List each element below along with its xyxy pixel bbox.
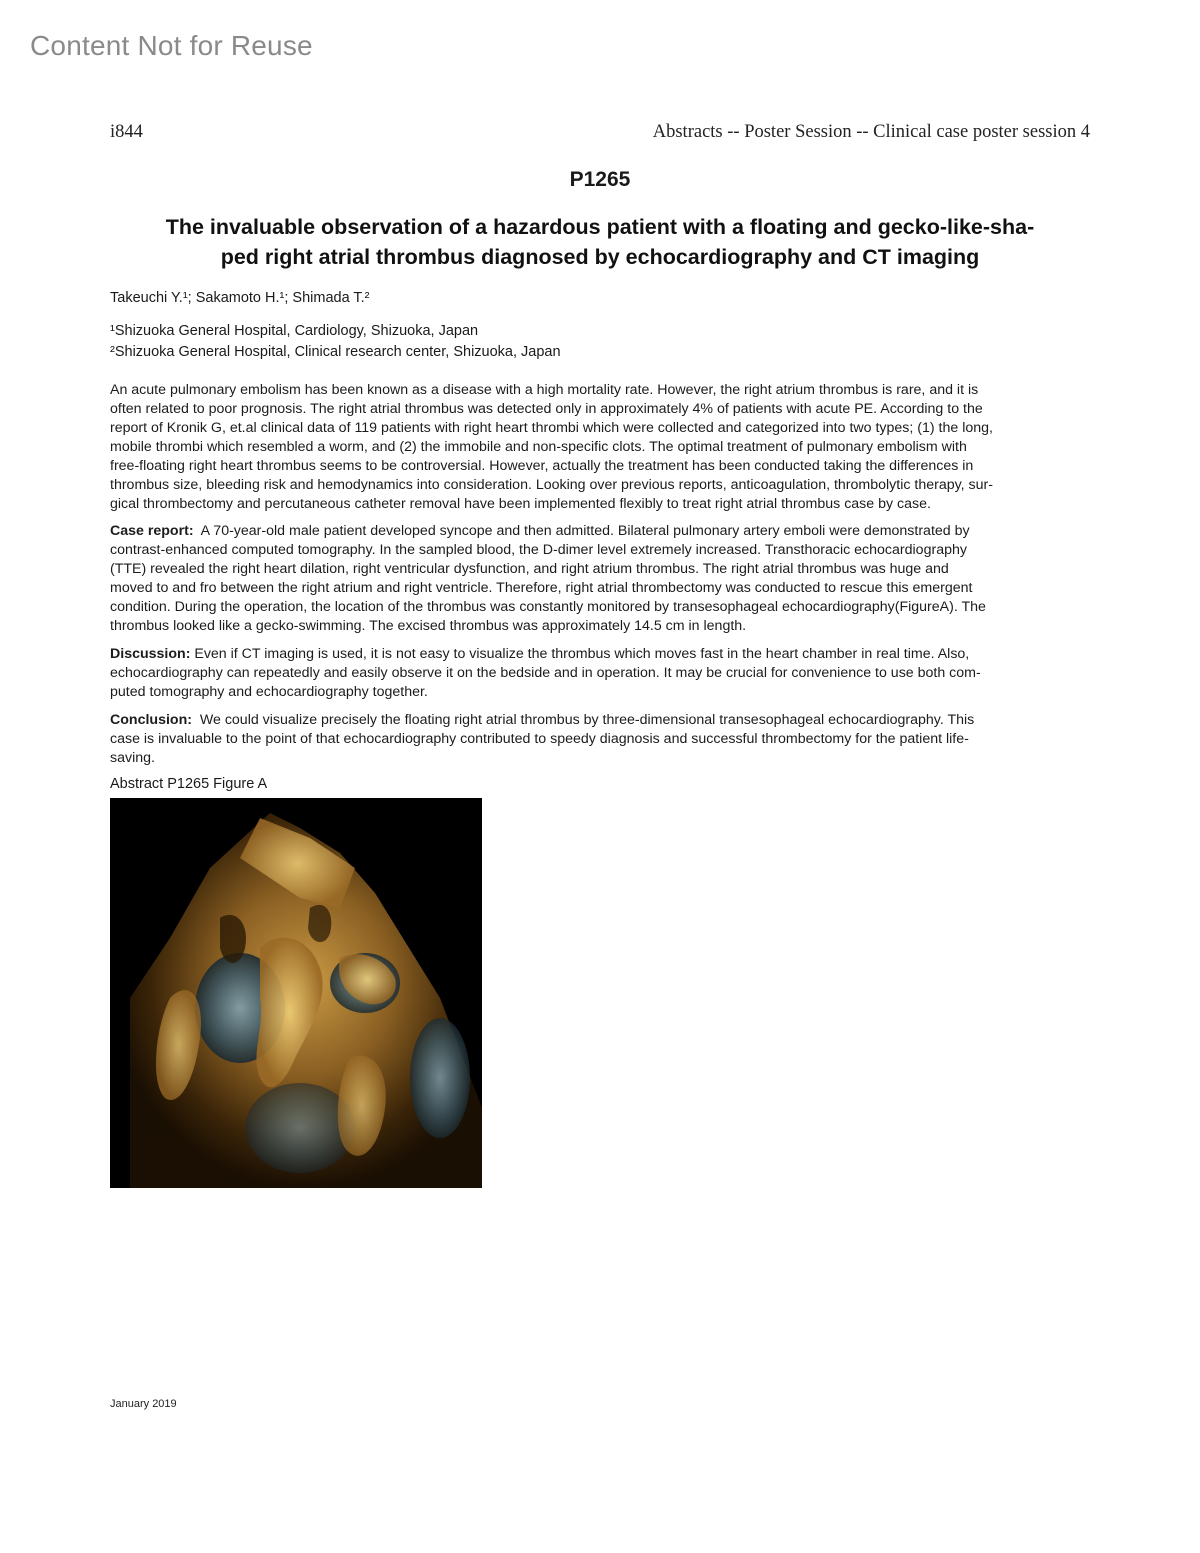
text-line: report of Kronik G, et.al clinical data of 119 patients with right heart thrombi which were collected and categorized into two types; (1) the long, [110, 420, 993, 436]
echocardiography-image [110, 798, 482, 1188]
text-line: An acute pulmonary embolism has been known as a disease with a high mortality rate. However, the right atrium thrombus is rare, and it is [110, 382, 979, 398]
section-label: Discussion: [110, 646, 191, 662]
text-span: We could visualize precisely the floating right atrial thrombus by three-dimensional transesophageal echocardiography. This [191, 712, 975, 728]
text-line [110, 645, 1095, 664]
footer-date: January 2019 [110, 1398, 177, 1410]
text-line: case is invaluable to the point of that echocardiography contributed to speedy diagnosis and successful thrombectomy for the patient life- [110, 731, 969, 747]
text-line: thrombus looked like a gecko-swimming. The excised thrombus was approximately 14.5 cm in length. [110, 618, 747, 634]
text-line: often related to poor prognosis. The right atrial thrombus was detected only in approximately 4% of patients with acute PE. According to the [110, 401, 983, 417]
case-report-paragraph [110, 522, 1095, 636]
text-line: moved to and fro between the right atrium and right ventricle. Therefore, right atrial thrombectomy was conducted to rescue this emergent [110, 580, 973, 596]
abstract-title [110, 212, 1090, 272]
text-line [110, 711, 1095, 730]
text-line: mobile thrombi which resembled a worm, and (2) the immobile and non-specific clots. The optimal treatment of pulmonary embolism with [110, 439, 967, 455]
section-label: Conclusion: [110, 712, 192, 728]
text-line: echocardiography can repeatedly and easily observe it on the bedside and in operation. It may be crucial for convenience to use both com- [110, 665, 981, 681]
page-number: i844 [110, 122, 143, 142]
author-list: Takeuchi Y.¹; Sakamoto H.¹; Shimada T.² [110, 290, 370, 306]
journal-section: Abstracts -- Poster Session -- Clinical case poster session 4 [652, 122, 1090, 142]
watermark-text: Content Not for Reuse [30, 30, 313, 61]
text-span: A 70-year-old male patient developed syncope and then admitted. Bilateral pulmonary artery emboli were demonstrated by [193, 523, 970, 539]
text-line: contrast-enhanced computed tomography. In the sampled blood, the D-dimer level extremely increased. Transthoracic echocardiography [110, 542, 967, 558]
text-span: Even if CT imaging is used, it is not easy to visualize the thrombus which moves fast in the heart chamber in real time. Also, [190, 646, 970, 662]
intro-paragraph [110, 381, 1095, 514]
text-line: puted tomography and echocardiography together. [110, 684, 428, 700]
discussion-paragraph [110, 645, 1095, 702]
text-line: condition. During the operation, the location of the thrombus was constantly monitored by transesophageal echocardiography(FigureA). The [110, 599, 986, 615]
text-line: saving. [110, 750, 155, 766]
text-line: thrombus size, bleeding risk and hemodynamics into consideration. Looking over previous reports, anticoagulation, thrombolytic therapy, sur- [110, 477, 993, 493]
section-label: Case report: [110, 523, 194, 539]
text-line [110, 522, 1095, 541]
affiliation: ¹Shizuoka General Hospital, Cardiology, Shizuoka, Japan [110, 323, 479, 339]
conclusion-paragraph [110, 711, 1095, 768]
title-line: ped right atrial thrombus diagnosed by echocardiography and CT imaging [220, 245, 980, 269]
title-line: The invaluable observation of a hazardous patient with a floating and gecko-like-sha- [165, 215, 1035, 239]
affiliations [110, 321, 561, 363]
echo-3d-render [110, 798, 482, 1188]
text-line: free-floating right heart thrombus seems to be controversial. However, actually the treatment has been conducted taking the differences in [110, 458, 974, 474]
text-line: (TTE) revealed the right heart dilation, right ventricular dysfunction, and right atrium thrombus. The right atrial thrombus was huge and [110, 561, 949, 577]
abstract-id: P1265 [569, 168, 631, 191]
affiliation: ²Shizuoka General Hospital, Clinical research center, Shizuoka, Japan [110, 344, 561, 360]
text-line: gical thrombectomy and percutaneous catheter removal have been implemented flexibly to treat right atrial thrombus case by case. [110, 496, 931, 512]
figure-caption: Abstract P1265 Figure A [110, 776, 268, 792]
